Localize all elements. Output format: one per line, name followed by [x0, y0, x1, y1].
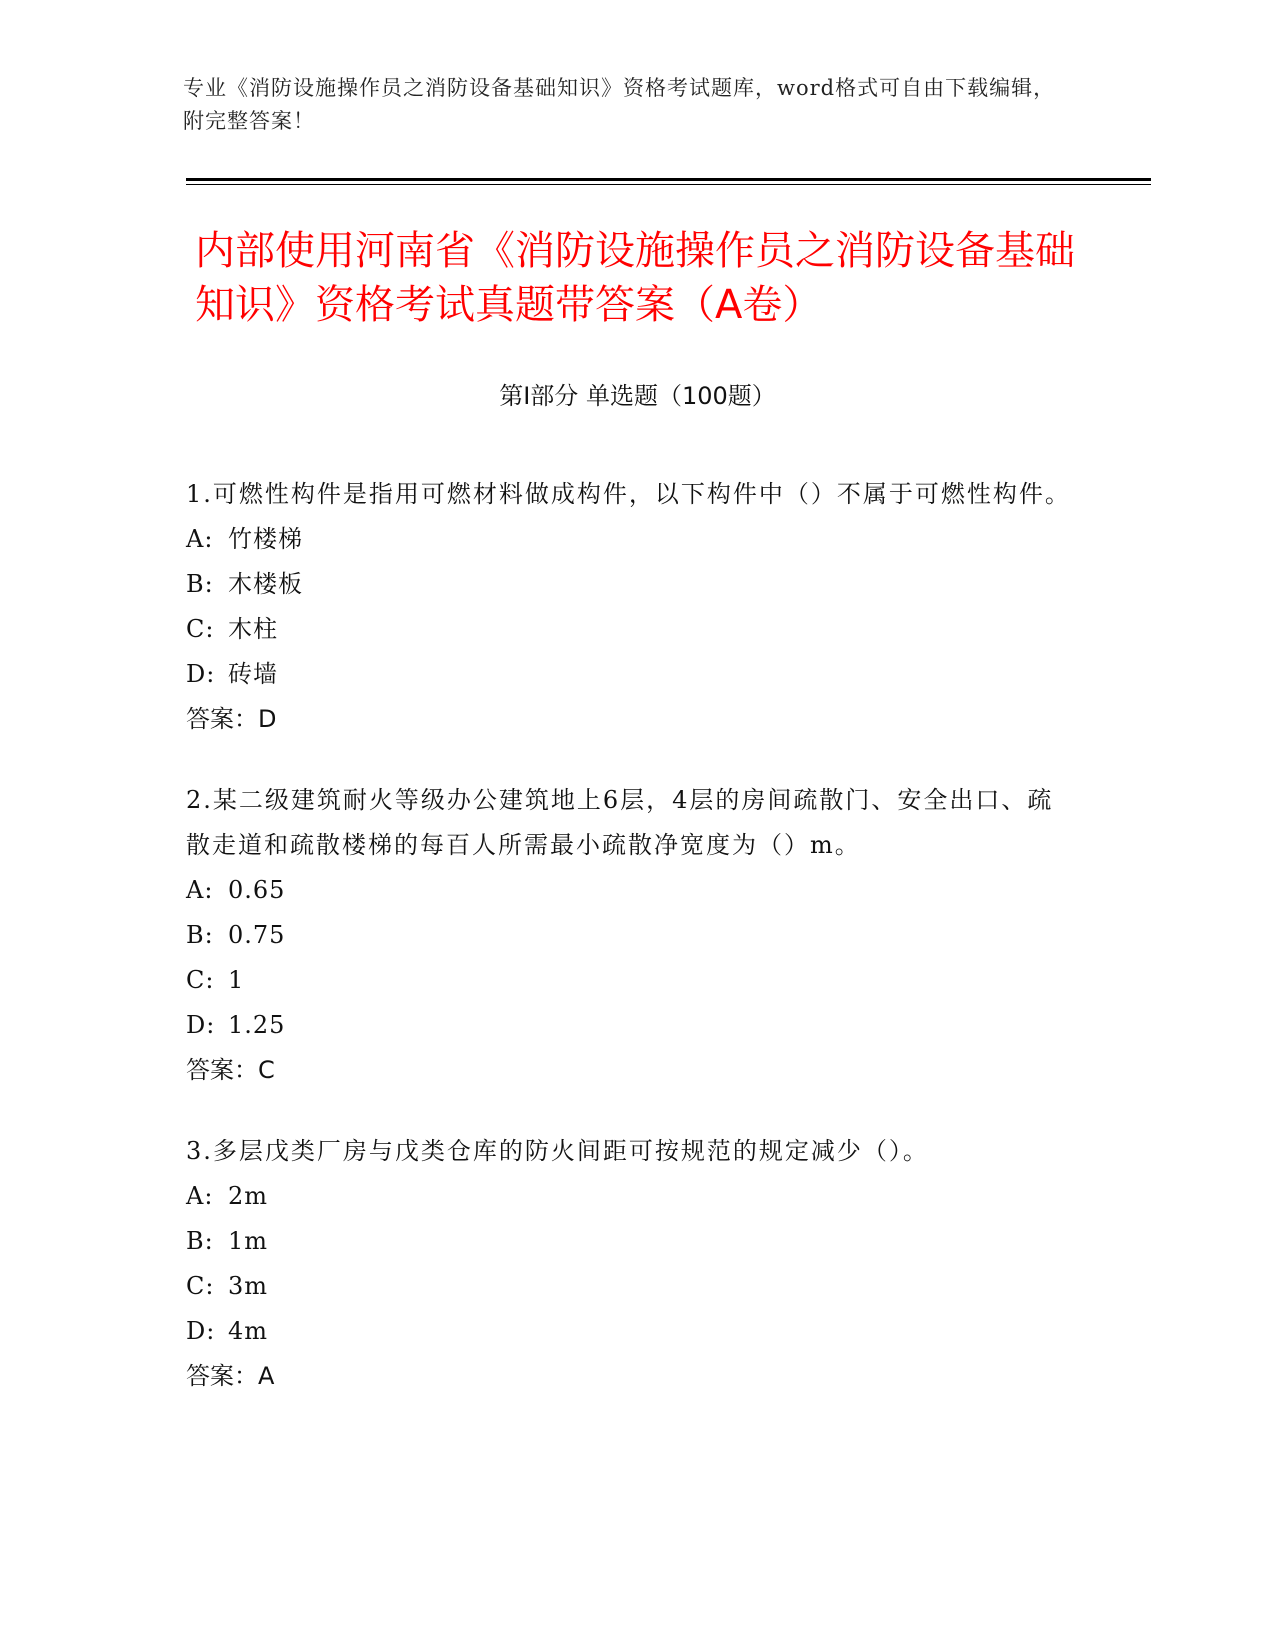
question-2	[186, 778, 1076, 1093]
question-stem: 3.多层戊类厂房与戊类仓库的防火间距可按规范的规定减少（）。	[186, 1137, 929, 1165]
option-letter: C:	[186, 615, 215, 643]
option-letter: D:	[186, 1011, 216, 1039]
answer-value: C	[258, 1056, 275, 1084]
option-text: 竹楼梯	[228, 525, 303, 553]
option-letter: C:	[186, 1272, 215, 1300]
option-text: 4m	[228, 1317, 269, 1345]
option-b	[186, 913, 1076, 958]
option-letter: C:	[186, 966, 215, 994]
answer-value: A	[258, 1362, 275, 1390]
answer-value: D	[258, 705, 277, 733]
option-text: 砖墙	[228, 660, 278, 688]
header-divider-thin	[186, 184, 1151, 185]
option-b	[186, 562, 1076, 607]
option-text: 木柱	[228, 615, 278, 643]
answer-line	[186, 1048, 1076, 1093]
document-title: 内部使用河南省《消防设施操作员之消防设备基础知识》资格考试真题带答案（A卷）	[195, 228, 1075, 328]
option-a	[186, 868, 1076, 913]
option-c	[186, 1264, 1076, 1309]
option-letter: A:	[186, 1182, 214, 1210]
answer-prefix: 答案：	[186, 705, 258, 733]
option-d	[186, 1003, 1076, 1048]
answer-prefix: 答案：	[186, 1362, 258, 1390]
option-a	[186, 517, 1076, 562]
option-d	[186, 652, 1076, 697]
option-d	[186, 1309, 1076, 1354]
option-a	[186, 1174, 1076, 1219]
option-text: 1	[228, 966, 245, 994]
option-b	[186, 1219, 1076, 1264]
header-note: 专业《消防设施操作员之消防设备基础知识》资格考试题库，word格式可自由下载编辑，附完整答案！	[183, 76, 1056, 133]
option-text: 0.75	[228, 921, 286, 949]
header-divider-thick	[186, 178, 1151, 181]
option-text: 0.65	[228, 876, 286, 904]
option-letter: D:	[186, 660, 216, 688]
option-c	[186, 607, 1076, 652]
question-stem: 1.可燃性构件是指用可燃材料做成构件，以下构件中（）不属于可燃性构件。	[186, 480, 1071, 508]
option-text: 1.25	[228, 1011, 286, 1039]
question-1	[186, 472, 1076, 742]
option-letter: B:	[186, 570, 214, 598]
option-text: 3m	[228, 1272, 269, 1300]
section-heading: 第Ⅰ部分 单选题（100题）	[499, 382, 776, 410]
question-3	[186, 1129, 1076, 1399]
answer-line	[186, 697, 1076, 742]
question-stem: 2.某二级建筑耐火等级办公建筑地上6层，4层的房间疏散门、安全出口、疏散走道和疏散楼梯的每百人所需最小疏散净宽度为（）m。	[186, 786, 1054, 859]
option-letter: B:	[186, 921, 214, 949]
option-letter: A:	[186, 525, 214, 553]
option-text: 木楼板	[228, 570, 303, 598]
option-text: 1m	[228, 1227, 269, 1255]
answer-line	[186, 1354, 1076, 1399]
option-c	[186, 958, 1076, 1003]
answer-prefix: 答案：	[186, 1056, 258, 1084]
option-letter: D:	[186, 1317, 216, 1345]
option-letter: A:	[186, 876, 214, 904]
question-list	[186, 472, 1076, 1435]
option-letter: B:	[186, 1227, 214, 1255]
option-text: 2m	[228, 1182, 269, 1210]
